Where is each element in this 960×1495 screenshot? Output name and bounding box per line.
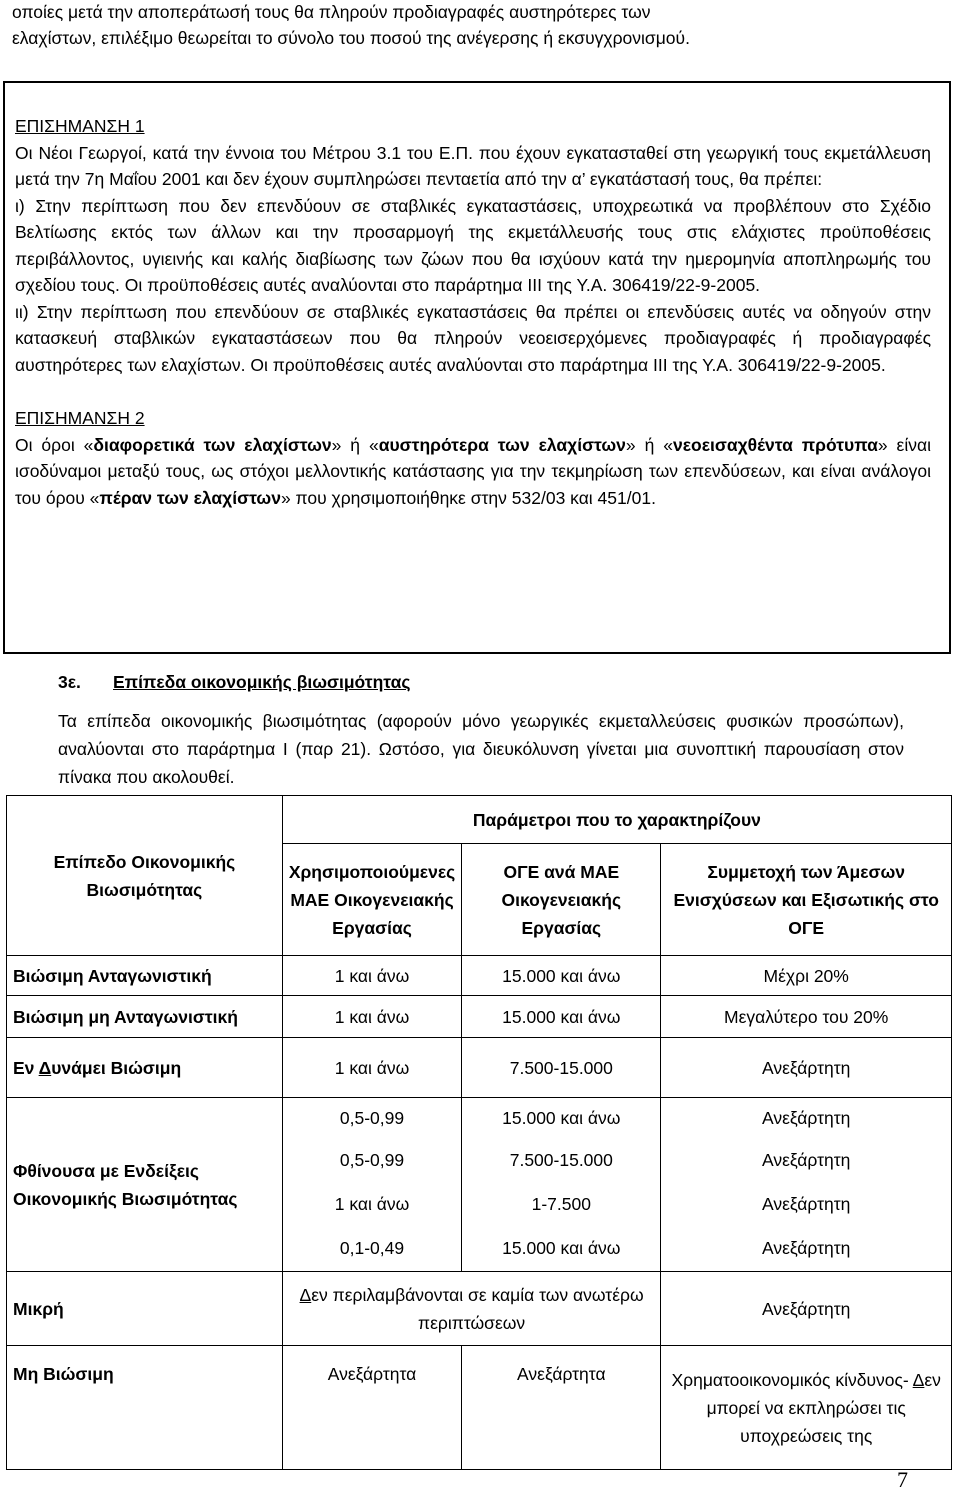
row-mae: Ανεξάρτητα [282, 1346, 461, 1470]
header-mae: Χρησιμοποιούμενες ΜΑΕ Οικογενειακής Εργασίας [282, 844, 461, 956]
row-mae: 1 και άνω [282, 956, 461, 996]
row-oge: 7.500-15.000 [462, 1038, 661, 1098]
row-share: Μέχρι 20% [661, 956, 952, 996]
table-row [7, 1346, 952, 1470]
table-row [7, 1038, 952, 1098]
row-share: Ανεξάρτητη [661, 1272, 952, 1346]
row-oge: Ανεξάρτητα [462, 1346, 661, 1470]
row-level: Βιώσιμη Ανταγωνιστική [7, 956, 283, 996]
row-mae: 1 και άνω [282, 1182, 461, 1226]
notes-box [3, 81, 951, 654]
row-mae: 1 και άνω [282, 996, 461, 1038]
row-share: Μεγαλύτερο του 20% [661, 996, 952, 1038]
row-mae: 0,1-0,49 [282, 1226, 461, 1272]
note2-heading: ΕΠΙΣΗΜΑΝΣΗ 2 [15, 408, 145, 428]
row-share: Ανεξάρτητη [661, 1182, 952, 1226]
row-level: Βιώσιμη μη Ανταγωνιστική [7, 996, 283, 1038]
note1-item1: ι) Στην περίπτωση που δεν επενδύουν σε σταβλικές εγκαταστάσεις, υποχρεωτικά να προβλέπουν στο Σχέδιο Βελτίωσης εκτός των άλλων και την προσαρμογή της εκμετάλλευσής τους στις ελάχιστες προϋποθέσεις περιβάλλοντος, υγιεινής και καλής διαβίωσης των ζώων που θα ισχύουν κατά την ημερομηνία αποπληρωμής του σχεδίου τους. Οι προϋποθέσεις αυτές αναλύονται στο παράρτημα ΙΙΙ της Υ.Α. 306419/22-9-2005. [15, 195, 931, 295]
row-share: Ανεξάρτητη [661, 1138, 952, 1182]
section-number: 3ε. [58, 672, 81, 692]
row-mae: 1 και άνω [282, 1038, 461, 1098]
note1-intro: Οι Νέοι Γεωργοί, κατά την έννοια του Μέτρου 3.1 του Ε.Π. που έχουν εγκατασταθεί στη γεωργική τους εκμετάλλευση μετά την 7η Μαΐου 2001 και δεν έχουν συμπληρώσει πενταετία από την α’ εγκατάστασή τους, θα πρέπει: [15, 142, 931, 189]
row-share: Ανεξάρτητη [661, 1098, 952, 1138]
table-row [7, 996, 952, 1038]
row-oge: 1-7.500 [462, 1182, 661, 1226]
header-group: Παράμετροι που το χαρακτηρίζουν [282, 796, 951, 844]
row-merged-criteria: Δεν περιλαμβάνονται σε καμία των ανωτέρω περιπτώσεων [282, 1272, 661, 1346]
table-row [7, 1098, 952, 1138]
table-row [7, 1272, 952, 1346]
section-title: Επίπεδα οικονομικής βιωσιμότητας [113, 672, 411, 692]
header-share: Συμμετοχή των Άμεσων Ενισχύσεων και Εξισωτικής στο ΟΓΕ [661, 844, 952, 956]
row-oge: 15.000 και άνω [462, 1098, 661, 1138]
row-level-declining: Φθίνουσα με Ενδείξεις Οικονομικής Βιωσιμότητας [7, 1098, 283, 1272]
row-mae: 0,5-0,99 [282, 1098, 461, 1138]
row-oge: 15.000 και άνω [462, 996, 661, 1038]
intro-paragraph-line1: οποίες μετά την αποπεράτωσή τους θα πληρούν προδιαγραφές αυστηρότερες των [12, 2, 651, 22]
page-number: 7 [897, 1467, 908, 1492]
note2-body: Οι όροι «διαφορετικά των ελαχίστων» ή «αυστηρότερα των ελαχίστων» ή «νεοεισαχθέντα πρότυπα» είναι ισοδύναμοι μεταξύ τους, ως στόχοι μελλοντικής κατάστασης για την τεκμηρίωση των επενδύσεων, και είναι ανάλογοι του όρου «πέραν των ελαχίστων» που χρησιμοποιήθηκε στην 532/03 και 451/01. [15, 434, 932, 508]
note1-heading: ΕΠΙΣΗΜΑΝΣΗ 1 [15, 116, 145, 136]
section-heading [58, 668, 410, 696]
header-oge: ΟΓΕ ανά ΜΑΕ Οικογενειακής Εργασίας [462, 844, 661, 956]
note1-item2: ιι) Στην περίπτωση που επενδύουν σε σταβλικές εγκαταστάσεις θα πρέπει οι επενδύσεις αυτές να οδηγούν στην κατασκευή σταβλικών εγκαταστάσεων που θα πληρούν νεοεισερχόμενες προδιαγραφές ή προδιαγραφές αυστηρότερες των ελαχίστων. Οι προϋποθέσεις αυτές αναλύονται στο παράρτημα ΙΙΙ της Υ.Α. 306419/22-9-2005. [15, 301, 931, 375]
viability-table [6, 795, 952, 1470]
row-share: Ανεξάρτητη [661, 1038, 952, 1098]
intro-paragraph-line2: ελαχίστων, επιλέξιμο θεωρείται το σύνολο του ποσού της ανέγερσης ή εκσυγχρονισμού. [12, 28, 690, 48]
row-share: Χρηματοοικονομικός κίνδυνος- Δεν μπορεί να εκπληρώσει τις υποχρεώσεις της [661, 1346, 952, 1470]
section-body: Τα επίπεδα οικονομικής βιωσιμότητας (αφορούν μόνο γεωργικές εκμεταλλεύσεις φυσικών προσώπων), αναλύονται στο παράρτημα Ι (παρ 21). Ωστόσο, για διευκόλυνση γίνεται μια συνοπτική παρουσίαση στον πίνακα που ακολουθεί. [58, 711, 904, 787]
row-oge: 15.000 και άνω [462, 956, 661, 996]
row-oge: 7.500-15.000 [462, 1138, 661, 1182]
row-level: Μικρή [7, 1272, 283, 1346]
row-mae: 0,5-0,99 [282, 1138, 461, 1182]
row-level: Εν Δυνάμει Βιώσιμη [7, 1038, 283, 1098]
row-oge: 15.000 και άνω [462, 1226, 661, 1272]
table-row [7, 956, 952, 996]
row-level: Μη Βιώσιμη [7, 1346, 283, 1470]
header-level: Επίπεδο Οικονομικής Βιωσιμότητας [7, 796, 283, 956]
row-share: Ανεξάρτητη [661, 1226, 952, 1272]
